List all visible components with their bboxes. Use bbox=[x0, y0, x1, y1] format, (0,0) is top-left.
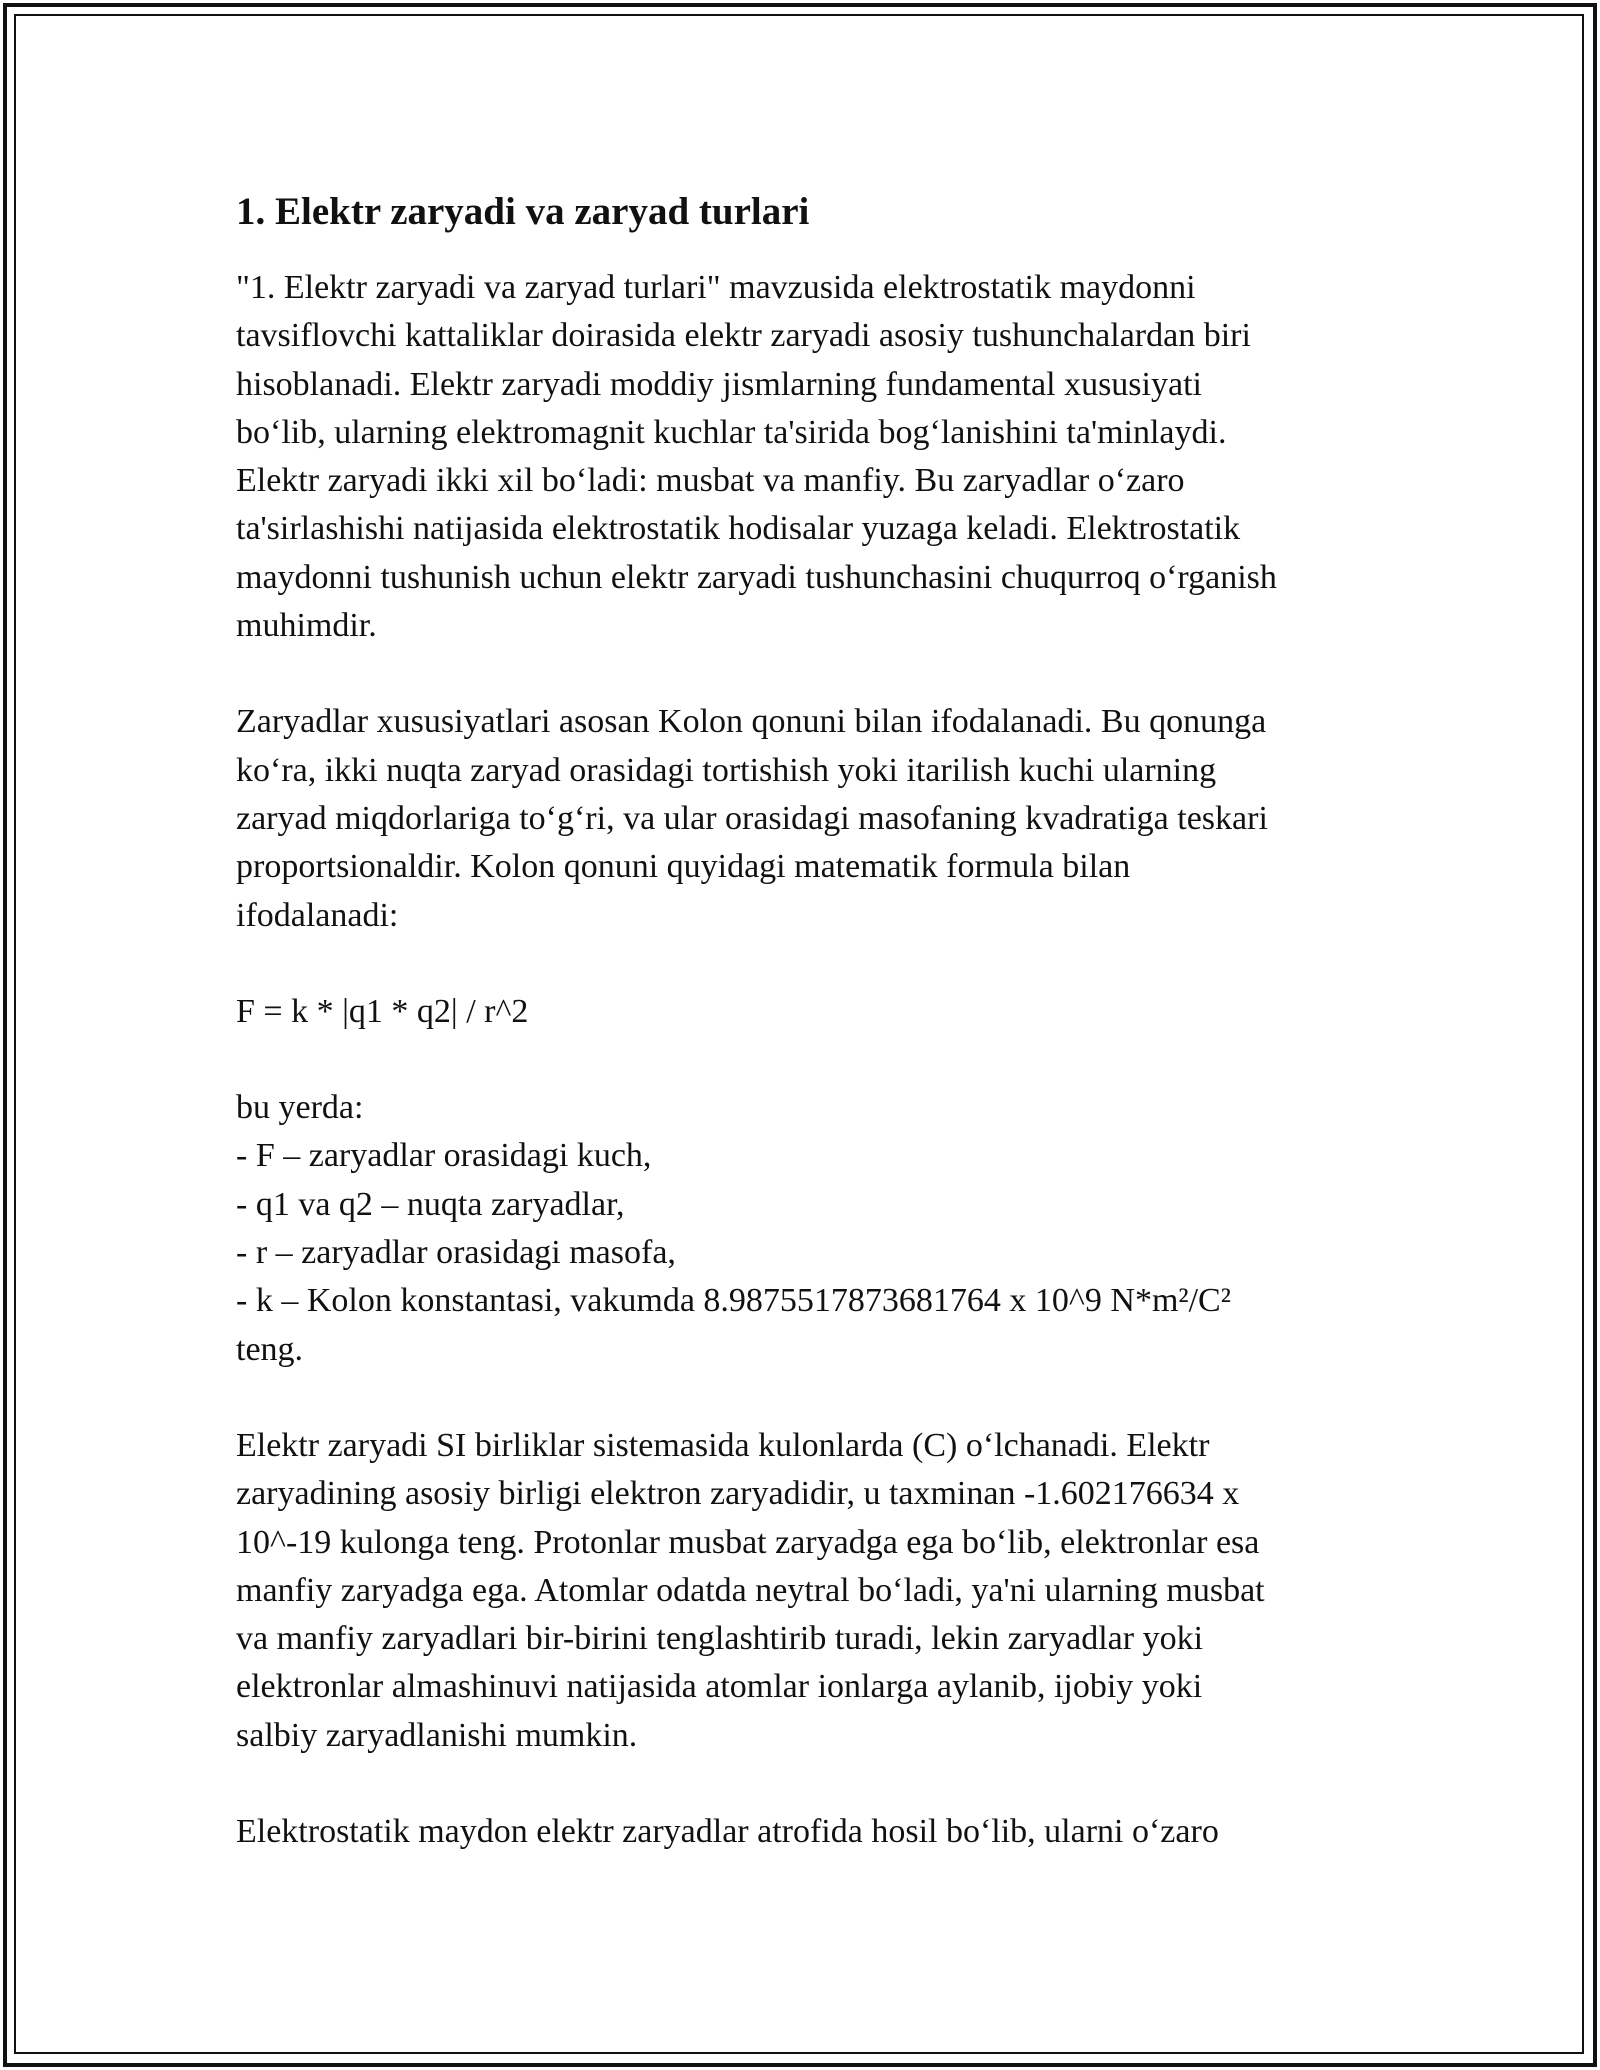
document-body bbox=[236, 186, 1376, 1904]
coulomb-formula: F = k * |q1 * q2| / r^2 bbox=[236, 992, 529, 1030]
paragraph-coulomb-law: Zaryadlar xususiyatlari asosan Kolon qonuni bilan ifodalanadi. Bu qonunga ko‘ra, ikki nuqta zaryad orasidagi tortishish yoki itarilish kuchi ularning zaryad miqdorlariga to‘g‘ri, va ular orasidagi masofaning kvadratiga teskari proportsionaldir. Kolon qonuni quyidagi matematik formula bilan ifodalanadi: bbox=[236, 703, 1268, 934]
formula-definitions: bu yerda: - F – zaryadlar orasidagi kuch, - q1 va q2 – nuqta zaryadlar, - r – zaryadlar orasidagi masofa, - k – Kolon konstantasi, vakumda 8.9875517873681764 x 10^9 N*m²/C² teng. bbox=[236, 1089, 1231, 1368]
section-heading: 1. Elektr zaryadi va zaryad turlari bbox=[236, 190, 810, 233]
paragraph-si-units: Elektr zaryadi SI birliklar sistemasida kulonlarda (C) o‘lchanadi. Elektr zaryadining asosiy birligi elektron zaryadidir, u taxminan -1.602176634 x 10^-19 kulonga teng. Protonlar musbat zaryadga ega bo‘lib, elektronlar esa manfiy zaryadga ega. Atomlar odatda neytral bo‘ladi, ya'ni ularning musbat va manfiy zaryadlari bir-birini tenglashtirib turadi, lekin zaryadlar yoki elektronlar almashinuvi natijasida atomlar ionlarga aylanib, ijobiy yoki salbiy zaryadlanishi mumkin. bbox=[236, 1426, 1265, 1754]
paragraph-electrostatic-field: Elektrostatik maydon elektr zaryadlar atrofida hosil bo‘lib, ularni o‘zaro bbox=[236, 1813, 1219, 1851]
paragraph-intro: "1. Elektr zaryadi va zaryad turlari" mavzusida elektrostatik maydonni tavsiflovchi kattaliklar doirasida elektr zaryadi asosiy tushunchalardan biri hisoblanadi. Elektr zaryadi moddiy jismlarning fundamental xususiyati bo‘lib, ularning elektromagnit kuchlar ta'sirida bog‘lanishini ta'minlaydi. Elektr zaryadi ikki xil bo‘ladi: musbat va manfiy. Bu zaryadlar o‘zaro ta'sirlashishi natijasida elektrostatik hodisalar yuzaga keladi. Elektrostatik maydonni tushunish uchun elektr zaryadi tushunchasini chuqurroq o‘rganish muhimdir. bbox=[236, 269, 1277, 645]
